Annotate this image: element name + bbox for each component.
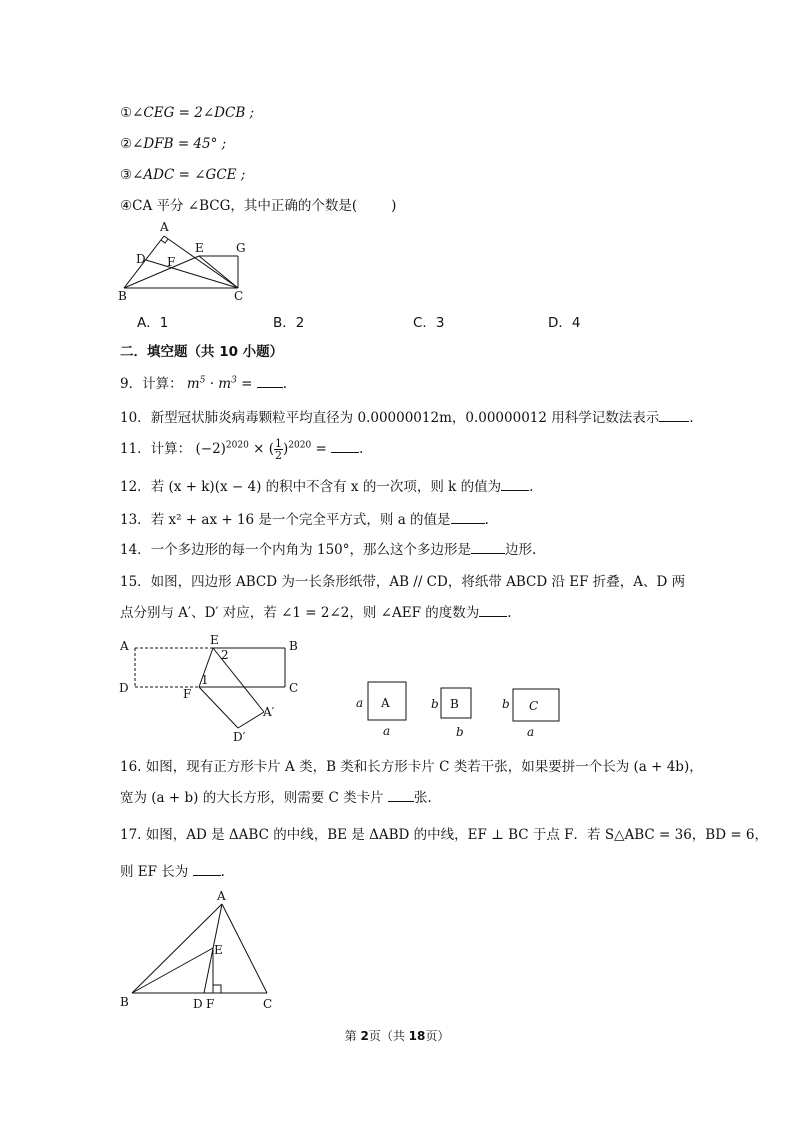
statement-close-paren: )	[391, 198, 397, 214]
figure-cards	[355, 680, 570, 745]
label-f: F	[183, 687, 192, 701]
period: .	[529, 479, 534, 495]
footer-text: 页（共	[368, 1029, 409, 1043]
question-text: 宽为 (a + b) 的大长方形，则需要 C 类卡片	[120, 790, 384, 806]
figure-q8	[115, 220, 255, 305]
statement-mark: ③	[120, 167, 133, 183]
card-b-side: b	[431, 697, 439, 711]
question-number: 13．	[120, 512, 151, 528]
card-a-bottom: a	[383, 724, 391, 738]
label-g: G	[236, 241, 246, 255]
statement-mark: ②	[120, 136, 133, 152]
statement-text: ∠DFB = 45° ;	[132, 136, 227, 152]
question-number: 10．	[120, 410, 151, 426]
statement-1	[120, 103, 254, 123]
label-c: C	[289, 681, 299, 695]
question-number: 12．	[120, 479, 151, 495]
statement-mark: ①	[120, 105, 133, 121]
expression: $(-2)^{2020}$ × ( $\frac{1}{2}$ )$^{2020}$ =	[195, 437, 332, 462]
question-text: 若 x² + ax + 16 是一个完全平方式，则 a 的值是	[150, 512, 451, 528]
question-10	[120, 407, 694, 428]
question-15-line-2	[120, 602, 512, 623]
question-15-line-1: 15．如图，四边形 ABCD 为一长条形纸带，AB // CD，将纸带 ABCD 沿 EF 折叠，A、D 两	[120, 574, 686, 590]
label-a-prime: A′	[263, 705, 275, 719]
statement-3	[120, 165, 245, 185]
card-a-side: a	[356, 696, 364, 710]
question-number: 11．计算：	[120, 441, 192, 457]
statement-2	[120, 134, 226, 154]
figure-q17	[115, 886, 290, 1016]
total-pages: 18	[408, 1029, 426, 1043]
question-text: 若 (x + k)(x − 4) 的积中不含有 x 的一次项，则 k 的值为	[150, 479, 502, 495]
right-angle-mark	[213, 985, 221, 993]
label-b: B	[289, 639, 298, 653]
period: .	[484, 512, 489, 528]
angle-label-1: 1	[201, 673, 209, 687]
question-text: 则 EF 长为	[120, 864, 189, 880]
choice-a[interactable]: A．1	[137, 315, 169, 331]
answer-blank[interactable]	[193, 861, 221, 876]
question-17-line-2	[120, 861, 225, 882]
period: .	[220, 864, 225, 880]
label-f: F	[206, 997, 215, 1011]
label-b: B	[120, 995, 129, 1009]
choice-d[interactable]: D．4	[548, 315, 581, 331]
figure-q15	[115, 632, 305, 744]
segment-ac	[222, 904, 267, 993]
answer-blank[interactable]	[479, 602, 507, 617]
label-e: E	[210, 633, 219, 647]
angle-label-2: 2	[221, 648, 229, 662]
section-title: 二．填空题（共 10 小题）	[120, 344, 284, 360]
answer-blank[interactable]	[331, 438, 359, 453]
label-f: F	[167, 255, 176, 269]
question-tail: 边形.	[505, 542, 537, 558]
segment-ec	[199, 256, 238, 288]
expression: $m^5 \cdot m^3$ =	[186, 375, 257, 392]
segment-d-prime-f	[199, 687, 238, 728]
label-c: C	[263, 997, 273, 1011]
statement-text: ∠CEG = 2∠DCB ;	[132, 105, 255, 121]
footer-text: 页）	[425, 1029, 450, 1043]
segment-be	[132, 948, 213, 993]
choice-c[interactable]: C．3	[413, 315, 445, 331]
statement-text: ∠ADC = ∠GCE ;	[132, 167, 246, 183]
label-d-prime: D′	[233, 730, 246, 744]
statement-text: CA 平分 ∠BCG，其中正确的个数是(	[132, 198, 358, 214]
answer-blank[interactable]	[659, 407, 689, 422]
label-e: E	[214, 943, 223, 957]
choice-b[interactable]: B．2	[273, 315, 305, 331]
card-c-name: C	[529, 699, 539, 713]
statement-mark: ④	[120, 198, 133, 214]
question-number: 9．计算：	[120, 376, 183, 392]
right-angle-mark	[161, 239, 168, 243]
question-text: 点分别与 A′、D′ 对应，若 ∠1 = 2∠2，则 ∠AEF 的度数为	[120, 605, 480, 621]
card-b-name: B	[450, 697, 459, 711]
question-11	[120, 438, 363, 461]
question-9	[120, 373, 287, 394]
question-17-line-1: 17. 如图，AD 是 ΔABC 的中线，BE 是 ΔABD 的中线，EF ⊥ BC 于点 F．若 S△ABC = 36，BD = 6，	[120, 827, 769, 843]
label-b: B	[118, 289, 127, 303]
period: .	[282, 376, 288, 392]
question-16-line-2	[120, 787, 432, 808]
answer-blank[interactable]	[501, 476, 529, 491]
answer-blank[interactable]	[388, 787, 414, 802]
question-16-line-1: 16. 如图，现有正方形卡片 A 类，B 类和长方形卡片 C 类若干张，如果要拼一个长为 (a + 4b)，	[120, 759, 703, 775]
question-tail: 张.	[413, 790, 432, 806]
label-d: D	[136, 252, 146, 266]
label-a: A	[217, 889, 226, 903]
question-text: 一个多边形的每一个内角为 150°，那么这个多边形是	[150, 542, 471, 558]
card-a-name: A	[381, 696, 390, 710]
label-e: E	[195, 241, 204, 255]
label-d: D	[119, 681, 129, 695]
question-13	[120, 509, 489, 530]
question-text: 新型冠状肺炎病毒颗粒平均直径为 0.00000012m，0.00000012 用科学记数法表示	[150, 410, 660, 426]
card-c-bottom: a	[527, 725, 535, 739]
card-b-bottom: b	[456, 725, 464, 739]
statement-4	[120, 196, 396, 216]
segment-dc	[146, 260, 238, 288]
label-c: C	[234, 289, 244, 303]
period: .	[507, 605, 512, 621]
segment-a-prime-d-prime	[238, 712, 264, 728]
card-c-side: b	[502, 697, 510, 711]
answer-blank[interactable]	[451, 509, 485, 524]
label-a: A	[160, 220, 169, 234]
page-number: 2	[360, 1029, 369, 1043]
page-footer	[0, 1027, 794, 1044]
label-d: D	[193, 997, 203, 1011]
period: .	[359, 441, 364, 457]
segment-ba	[132, 904, 222, 993]
question-12	[120, 476, 533, 497]
footer-text: 第	[344, 1029, 361, 1043]
answer-blank[interactable]	[257, 373, 283, 388]
question-14	[120, 539, 536, 560]
label-a: A	[120, 639, 129, 653]
period: .	[689, 410, 694, 426]
question-number: 14．	[120, 542, 151, 558]
answer-blank[interactable]	[471, 539, 505, 554]
